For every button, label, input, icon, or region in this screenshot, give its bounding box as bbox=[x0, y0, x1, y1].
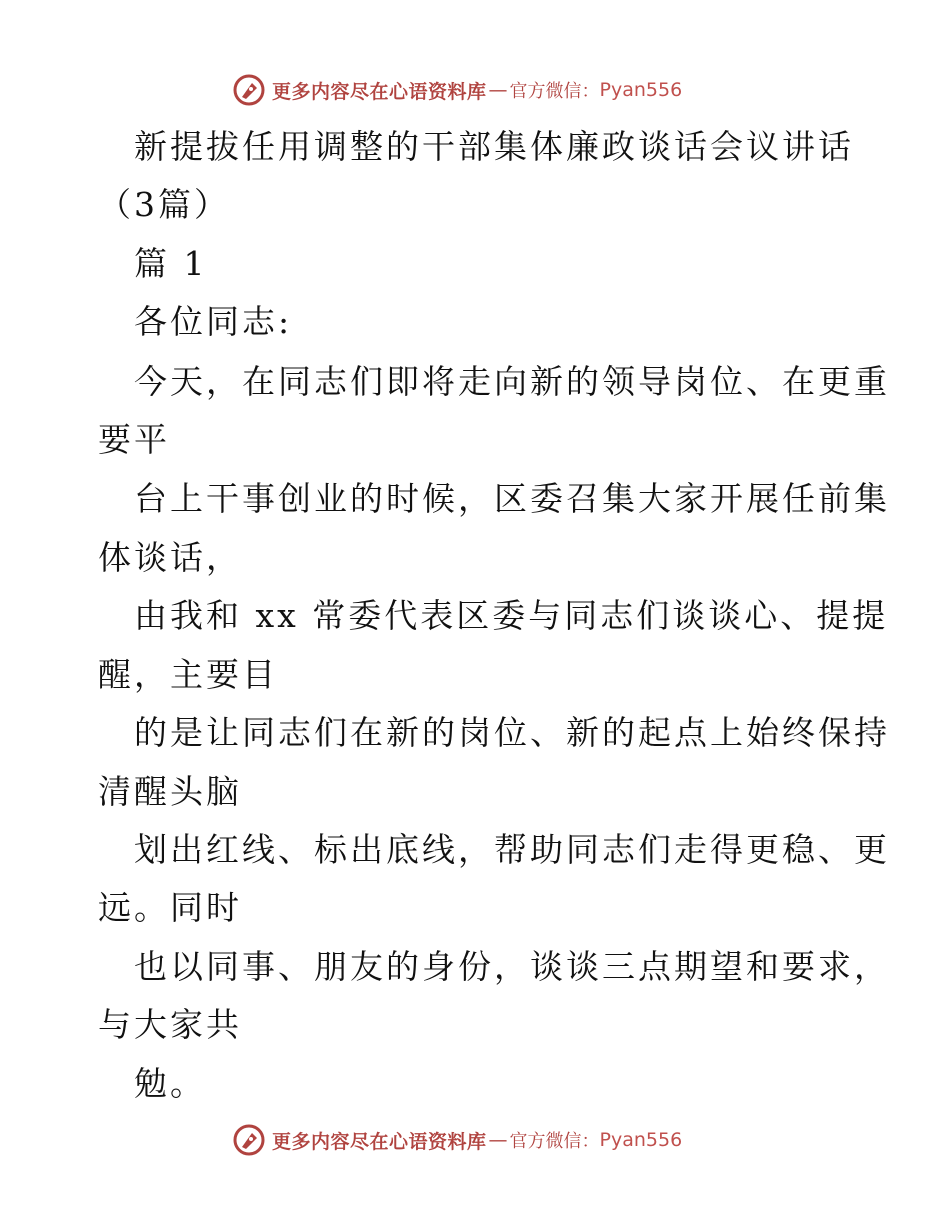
body-line: 醒，主要目 bbox=[98, 655, 278, 694]
watermark-footer bbox=[232, 1122, 712, 1158]
body-line: 今天，在同志们即将走向新的领导岗位、在更重 bbox=[134, 362, 890, 401]
body-line: 体谈话， bbox=[98, 538, 242, 577]
watermark-contact-label: 官方微信： bbox=[509, 1131, 600, 1152]
watermark-header bbox=[232, 72, 712, 108]
body-line: 清醒头脑 bbox=[98, 772, 242, 811]
body-line: 要平 bbox=[98, 420, 170, 459]
body-line: 也以同事、朋友的身份，谈谈三点期望和要求， bbox=[134, 947, 890, 986]
watermark-separator: — bbox=[488, 79, 508, 101]
watermark-contact-label: 官方微信： bbox=[509, 81, 600, 102]
body-line: 台上干事创业的时候，区委召集大家开展任前集 bbox=[134, 479, 890, 518]
pen-nib-icon bbox=[232, 1123, 266, 1157]
watermark-text: 更多内容尽在心语资料库 bbox=[272, 1130, 487, 1153]
watermark-contact-id: Pyan556 bbox=[599, 1129, 683, 1151]
body-line: 勉。 bbox=[134, 1064, 206, 1103]
watermark-text: 更多内容尽在心语资料库 bbox=[272, 80, 487, 103]
document-title-count: （3篇） bbox=[98, 185, 230, 224]
body-line: 划出红线、标出底线，帮助同志们走得更稳、更 bbox=[134, 830, 890, 869]
body-line: 的是让同志们在新的岗位、新的起点上始终保持 bbox=[134, 713, 890, 752]
body-line: 远。同时 bbox=[98, 888, 242, 927]
section-label: 篇 1 bbox=[134, 244, 208, 283]
watermark-separator: — bbox=[488, 1129, 508, 1151]
body-line: 由我和 xx 常委代表区委与同志们谈谈心、提提 bbox=[134, 596, 889, 635]
pen-nib-icon bbox=[232, 73, 266, 107]
salutation: 各位同志: bbox=[134, 302, 293, 341]
watermark-contact-id: Pyan556 bbox=[599, 79, 683, 101]
document-title: 新提拔任用调整的干部集体廉政谈话会议讲话 bbox=[134, 127, 854, 166]
body-line: 与大家共 bbox=[98, 1005, 242, 1044]
